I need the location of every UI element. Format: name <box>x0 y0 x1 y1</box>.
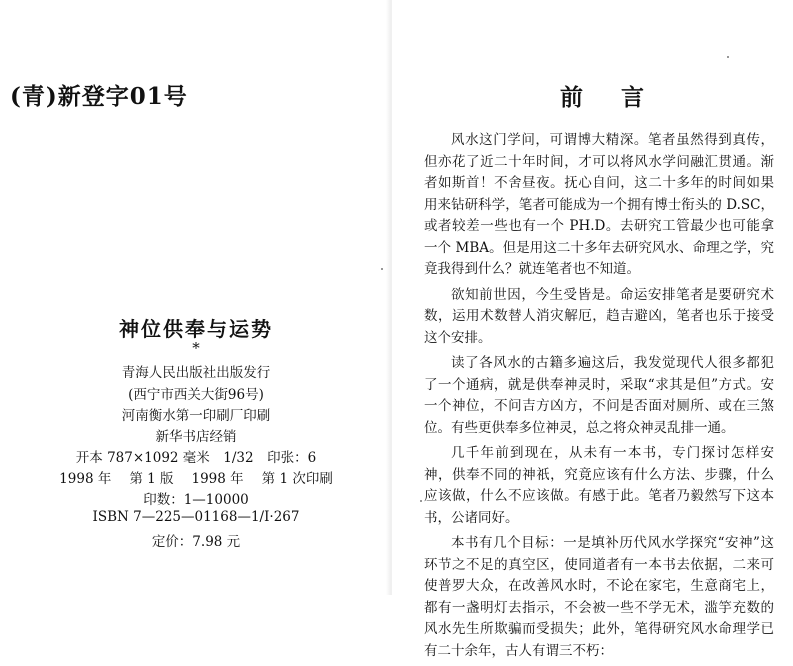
star-mark: * <box>192 339 200 357</box>
print-run: 第 1 次印刷 <box>261 471 333 487</box>
preface-paragraph-4: 几千年前到现在，从未有一本书，专门探讨怎样安神，供奉不同的神祇，究竟应该有什么方法、步骤，什么应该做，什么不应该做。有感于此。笔者乃毅然写下这本书，公诸同好。 <box>424 445 774 526</box>
format-line: 开本 787×1092 毫米 1/32 印张：6 <box>75 450 317 466</box>
preface-body <box>424 130 774 666</box>
isbn-line: ISBN 7—225—01168—1/I·267 <box>92 509 300 525</box>
left-page <box>0 0 392 595</box>
book-title: 神位供奉与运势 <box>119 317 273 341</box>
preface-paragraph-3: 读了各风水的古籍多遍这后，我发觉现代人很多都犯了一个通病，就是供奉神灵时，采取“求其是但”方式。安一个神位，不问吉方凶方，不问是否面对厕所、或在三煞位。有些更供奉多位神灵，总之将众神灵乱排一通。 <box>424 355 774 436</box>
registration-number: (青)新登字01号 <box>10 83 188 110</box>
edition-number: 第 1 版 <box>129 471 174 487</box>
copies-line: 印数：1—10000 <box>143 492 249 508</box>
printer-line: 河南衡水第一印刷厂印刷 <box>121 408 271 424</box>
preface-paragraph-5: 本书有几个目标：一是填补历代风水学探究“安神”这环节之不足的真空区，使同道者有一本书去依据，二来可使普罗大众，在改善风水时，不论在家宅，生意商宅上，都有一盏明灯去指示，不会被一些不学无术，滥竽充数的风水先生所欺骗而受损失；此外，笔得研究风水命理学已有二十余年，古人有谓三不朽： <box>424 535 774 659</box>
print-year: 1998 年 <box>191 471 244 487</box>
distributor-line: 新华书店经销 <box>155 429 237 445</box>
edition-line <box>0 467 392 487</box>
preface-heading: 前言 <box>560 84 682 111</box>
publisher-line: 青海人民出版社出版发行 <box>121 365 271 381</box>
scan-speck <box>727 56 729 58</box>
scan-speck <box>420 500 422 502</box>
preface-paragraph-2: 欲知前世因，今生受皆是。命运安排笔者是要研究术数，运用术数替人消灾解厄，趋吉避凶，笔者也乐于接受这个安排。 <box>424 286 774 346</box>
edition-year: 1998 年 <box>59 471 112 487</box>
preface-paragraph-1: 风水这门学问，可谓博大精深。笔者虽然得到真传，但亦花了近二十年时间，才可以将风水学问融汇贯通。渐者如斯首！不舍昼夜。抚心自问，这二十多年的时间如果用来钻研科学，笔者可能成为一个拥有博士衔头的 D.SC，或者较差一些也有一个 PH.D。去研究工管最少也可能拿一个 MBA。但是用这二十多年去研究风水、命理之学，究竟我得到什么？就连笔者也不知道。 <box>424 132 774 277</box>
price-line: 定价：7.98 元 <box>151 534 241 550</box>
scan-speck <box>381 268 383 270</box>
address-line: (西宁市西关大街96号) <box>128 387 264 403</box>
